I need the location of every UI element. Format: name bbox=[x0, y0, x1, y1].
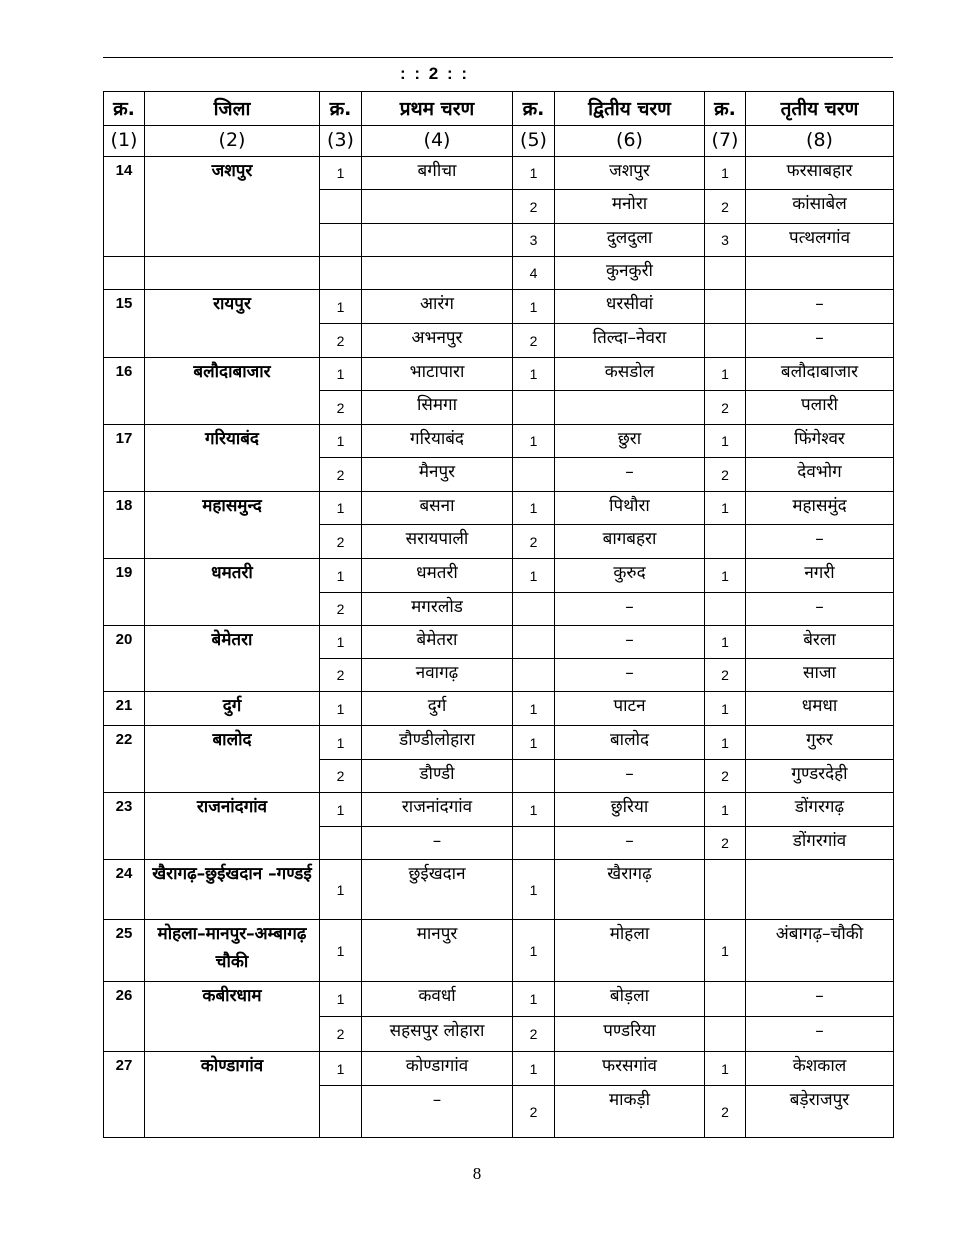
serial-number bbox=[705, 860, 746, 920]
phase-block-name: गरियाबंद bbox=[362, 425, 513, 458]
table-row bbox=[104, 492, 894, 525]
serial-number: 1 bbox=[320, 157, 362, 190]
serial-number: 4 bbox=[513, 257, 555, 290]
serial-number: 1 bbox=[705, 692, 746, 726]
serial-number bbox=[705, 1017, 746, 1052]
phase-block-name: डौण्डीलोहारा bbox=[362, 726, 513, 760]
phase-block-name: डोंगरगांव bbox=[746, 827, 894, 860]
serial-number: 1 bbox=[513, 425, 555, 458]
phase-block-name: छुरिया bbox=[555, 793, 705, 827]
serial-number: 2 bbox=[320, 458, 362, 492]
phase-block-name: – bbox=[746, 525, 894, 559]
phase-block-name: – bbox=[362, 1086, 513, 1138]
serial-number: 2 bbox=[320, 391, 362, 425]
serial-number: 1 bbox=[705, 559, 746, 593]
district-name: बलौदाबाजार bbox=[145, 358, 320, 425]
serial-number bbox=[513, 626, 555, 659]
serial-number: 1 bbox=[513, 920, 555, 982]
district-name: बेमेतरा bbox=[145, 626, 320, 692]
table-row bbox=[104, 726, 894, 760]
phase-block-name: पत्थलगांव bbox=[746, 224, 894, 257]
table-row bbox=[104, 626, 894, 659]
phase-block-name bbox=[362, 224, 513, 257]
phase-block-name bbox=[362, 257, 513, 290]
top-rule bbox=[103, 57, 893, 58]
table-row bbox=[104, 157, 894, 190]
phase-block-name: कांसाबेल bbox=[746, 190, 894, 224]
serial-number: 1 bbox=[320, 559, 362, 593]
serial-number: 1 bbox=[705, 1052, 746, 1086]
serial-number bbox=[705, 257, 746, 290]
page-number: 8 bbox=[472, 1164, 482, 1183]
serial-number: 2 bbox=[513, 525, 555, 559]
phase-block-name: फिंगेश्वर bbox=[746, 425, 894, 458]
col-header: क्र. bbox=[320, 92, 362, 126]
serial-number: 2 bbox=[320, 659, 362, 692]
column-number: (4) bbox=[362, 126, 513, 157]
phase-block-name: – bbox=[555, 659, 705, 692]
phase-block-name: बेमेतरा bbox=[362, 626, 513, 659]
serial-number: 1 bbox=[320, 982, 362, 1017]
serial-number: 1 bbox=[513, 793, 555, 827]
phase-block-name: – bbox=[746, 1017, 894, 1052]
column-number: (3) bbox=[320, 126, 362, 157]
table-row bbox=[104, 559, 894, 593]
serial-number: 1 bbox=[320, 358, 362, 391]
district-name: कबीरधाम bbox=[145, 982, 320, 1052]
phase-block-name: – bbox=[555, 827, 705, 860]
serial-number: 2 bbox=[513, 1086, 555, 1138]
col-header: द्वितीय चरण bbox=[555, 92, 705, 126]
phase-block-name: केशकाल bbox=[746, 1052, 894, 1086]
phase-block-name: अंबागढ़–चौकी bbox=[746, 920, 894, 982]
district-name bbox=[145, 257, 320, 290]
phase-block-name: कोण्डागांव bbox=[362, 1052, 513, 1086]
district-number bbox=[104, 257, 145, 290]
district-name: बालोद bbox=[145, 726, 320, 793]
phase-block-name: – bbox=[555, 458, 705, 492]
phase-block-name: धरसीवां bbox=[555, 290, 705, 324]
phase-block-name: बेरला bbox=[746, 626, 894, 659]
phase-block-name: – bbox=[555, 626, 705, 659]
column-number: (5) bbox=[513, 126, 555, 157]
serial-number: 1 bbox=[320, 793, 362, 827]
district-name: गरियाबंद bbox=[145, 425, 320, 492]
phase-block-name: धमतरी bbox=[362, 559, 513, 593]
phase-block-name: पण्डरिया bbox=[555, 1017, 705, 1052]
phase-block-name: खैरागढ़ bbox=[555, 860, 705, 920]
serial-number bbox=[705, 525, 746, 559]
serial-number: 1 bbox=[513, 860, 555, 920]
serial-number: 2 bbox=[513, 324, 555, 358]
phase-block-name: मैनपुर bbox=[362, 458, 513, 492]
table-row bbox=[104, 793, 894, 827]
serial-number: 2 bbox=[513, 1017, 555, 1052]
col-header: तृतीय चरण bbox=[746, 92, 894, 126]
phase-block-name: बोड़ला bbox=[555, 982, 705, 1017]
serial-number bbox=[513, 659, 555, 692]
column-number-row bbox=[104, 126, 894, 157]
serial-number bbox=[705, 982, 746, 1017]
serial-number: 1 bbox=[513, 692, 555, 726]
phase-block-name: तिल्दा–नेवरा bbox=[555, 324, 705, 358]
serial-number bbox=[320, 257, 362, 290]
phase-block-name: बागबहरा bbox=[555, 525, 705, 559]
table-row bbox=[104, 692, 894, 726]
serial-number: 2 bbox=[705, 391, 746, 425]
serial-number: 3 bbox=[513, 224, 555, 257]
phase-block-name: मगरलोड bbox=[362, 593, 513, 626]
serial-number: 1 bbox=[320, 726, 362, 760]
column-number: (7) bbox=[705, 126, 746, 157]
serial-number: 1 bbox=[513, 157, 555, 190]
district-name: जशपुर bbox=[145, 157, 320, 257]
district-number: 25 bbox=[104, 920, 145, 982]
serial-number bbox=[513, 391, 555, 425]
serial-number bbox=[513, 827, 555, 860]
phase-block-name bbox=[746, 860, 894, 920]
district-number: 17 bbox=[104, 425, 145, 492]
phase-block-name: साजा bbox=[746, 659, 894, 692]
phase-block-name: फरसगांव bbox=[555, 1052, 705, 1086]
table-row bbox=[104, 290, 894, 324]
serial-number: 2 bbox=[705, 760, 746, 793]
phase-block-name: बगीचा bbox=[362, 157, 513, 190]
phase-block-name bbox=[362, 190, 513, 224]
phase-block-name: – bbox=[555, 593, 705, 626]
district-name: कोण्डागांव bbox=[145, 1052, 320, 1138]
table-row bbox=[104, 920, 894, 982]
serial-number: 1 bbox=[705, 726, 746, 760]
phase-block-name: माकड़ी bbox=[555, 1086, 705, 1138]
serial-number: 1 bbox=[705, 358, 746, 391]
serial-number: 1 bbox=[705, 425, 746, 458]
serial-number: 1 bbox=[513, 559, 555, 593]
phase-block-name: कुरुद bbox=[555, 559, 705, 593]
district-name: राजनांदगांव bbox=[145, 793, 320, 860]
col-header: क्र. bbox=[104, 92, 145, 126]
serial-number: 1 bbox=[320, 492, 362, 525]
serial-number: 2 bbox=[705, 458, 746, 492]
district-name: मोहला–मानपुर–अम्बागढ़ चौकी bbox=[145, 920, 320, 982]
phase-block-name: डोंगरगढ़ bbox=[746, 793, 894, 827]
serial-number: 1 bbox=[320, 290, 362, 324]
table-row bbox=[104, 860, 894, 920]
phase-block-name: बड़ेराजपुर bbox=[746, 1086, 894, 1138]
phase-block-name: नवागढ़ bbox=[362, 659, 513, 692]
serial-number: 2 bbox=[320, 324, 362, 358]
serial-number: 1 bbox=[320, 692, 362, 726]
serial-number: 2 bbox=[320, 525, 362, 559]
district-phase-table bbox=[103, 91, 894, 1138]
serial-number: 1 bbox=[320, 425, 362, 458]
phase-block-name: पलारी bbox=[746, 391, 894, 425]
phase-block-name: बसना bbox=[362, 492, 513, 525]
serial-number bbox=[513, 458, 555, 492]
serial-number: 1 bbox=[705, 626, 746, 659]
phase-block-name: पाटन bbox=[555, 692, 705, 726]
serial-number: 1 bbox=[705, 920, 746, 982]
page-marker: : : 2 : : bbox=[400, 64, 469, 83]
phase-block-name: गुण्डरदेही bbox=[746, 760, 894, 793]
header-row bbox=[104, 92, 894, 126]
serial-number: 2 bbox=[705, 1086, 746, 1138]
phase-block-name: सरायपाली bbox=[362, 525, 513, 559]
serial-number: 2 bbox=[705, 190, 746, 224]
col-header: जिला bbox=[145, 92, 320, 126]
district-number: 20 bbox=[104, 626, 145, 692]
serial-number: 2 bbox=[320, 593, 362, 626]
phase-block-name: छुईखदान bbox=[362, 860, 513, 920]
district-name: दुर्ग bbox=[145, 692, 320, 726]
phase-block-name: छुरा bbox=[555, 425, 705, 458]
table-body bbox=[104, 157, 894, 1138]
phase-block-name: – bbox=[555, 760, 705, 793]
column-number: (1) bbox=[104, 126, 145, 157]
phase-block-name: भाटापारा bbox=[362, 358, 513, 391]
district-number: 14 bbox=[104, 157, 145, 257]
serial-number: 1 bbox=[705, 793, 746, 827]
district-name: धमतरी bbox=[145, 559, 320, 626]
district-number: 21 bbox=[104, 692, 145, 726]
serial-number: 3 bbox=[705, 224, 746, 257]
phase-block-name: धमधा bbox=[746, 692, 894, 726]
table-row bbox=[104, 425, 894, 458]
phase-block-name: फरसाबहार bbox=[746, 157, 894, 190]
phase-block-name: नगरी bbox=[746, 559, 894, 593]
serial-number bbox=[513, 593, 555, 626]
phase-block-name: – bbox=[746, 290, 894, 324]
phase-block-name: – bbox=[746, 982, 894, 1017]
serial-number: 1 bbox=[320, 1052, 362, 1086]
district-number: 19 bbox=[104, 559, 145, 626]
phase-block-name: बलौदाबाजार bbox=[746, 358, 894, 391]
col-header: क्र. bbox=[705, 92, 746, 126]
serial-number bbox=[320, 190, 362, 224]
district-number: 18 bbox=[104, 492, 145, 559]
serial-number: 1 bbox=[513, 1052, 555, 1086]
phase-block-name: डौण्डी bbox=[362, 760, 513, 793]
phase-block-name: आरंग bbox=[362, 290, 513, 324]
phase-block-name: जशपुर bbox=[555, 157, 705, 190]
serial-number bbox=[320, 224, 362, 257]
district-number: 16 bbox=[104, 358, 145, 425]
serial-number: 1 bbox=[513, 358, 555, 391]
phase-block-name: दुर्ग bbox=[362, 692, 513, 726]
phase-block-name: सिमगा bbox=[362, 391, 513, 425]
phase-block-name bbox=[555, 391, 705, 425]
serial-number: 1 bbox=[320, 920, 362, 982]
serial-number bbox=[705, 290, 746, 324]
phase-block-name: सहसपुर लोहारा bbox=[362, 1017, 513, 1052]
column-number: (6) bbox=[555, 126, 705, 157]
col-header: प्रथम चरण bbox=[362, 92, 513, 126]
phase-block-name: महासमुंद bbox=[746, 492, 894, 525]
serial-number: 2 bbox=[320, 760, 362, 793]
phase-block-name: – bbox=[362, 827, 513, 860]
district-number: 24 bbox=[104, 860, 145, 920]
phase-block-name: मानपुर bbox=[362, 920, 513, 982]
col-header: क्र. bbox=[513, 92, 555, 126]
serial-number bbox=[705, 593, 746, 626]
phase-block-name: अभनपुर bbox=[362, 324, 513, 358]
serial-number: 2 bbox=[513, 190, 555, 224]
serial-number: 1 bbox=[513, 492, 555, 525]
district-number: 23 bbox=[104, 793, 145, 860]
serial-number: 1 bbox=[320, 860, 362, 920]
phase-block-name: मनोरा bbox=[555, 190, 705, 224]
serial-number: 1 bbox=[320, 626, 362, 659]
serial-number: 2 bbox=[705, 827, 746, 860]
phase-block-name: कसडोल bbox=[555, 358, 705, 391]
district-number: 27 bbox=[104, 1052, 145, 1138]
serial-number: 1 bbox=[513, 982, 555, 1017]
serial-number bbox=[705, 324, 746, 358]
district-number: 26 bbox=[104, 982, 145, 1052]
phase-block-name: पिथौरा bbox=[555, 492, 705, 525]
phase-block-name: दुलदुला bbox=[555, 224, 705, 257]
serial-number bbox=[320, 1086, 362, 1138]
serial-number: 2 bbox=[320, 1017, 362, 1052]
phase-block-name: देवभोग bbox=[746, 458, 894, 492]
phase-block-name: – bbox=[746, 324, 894, 358]
serial-number: 1 bbox=[513, 726, 555, 760]
table-row bbox=[104, 1052, 894, 1086]
serial-number: 1 bbox=[705, 492, 746, 525]
phase-block-name: राजनांदगांव bbox=[362, 793, 513, 827]
phase-block-name bbox=[746, 257, 894, 290]
district-number: 22 bbox=[104, 726, 145, 793]
district-name: महासमुन्द bbox=[145, 492, 320, 559]
column-number: (8) bbox=[746, 126, 894, 157]
phase-block-name: – bbox=[746, 593, 894, 626]
table-row bbox=[104, 358, 894, 391]
serial-number: 2 bbox=[705, 659, 746, 692]
phase-block-name: कुनकुरी bbox=[555, 257, 705, 290]
phase-block-name: बालोद bbox=[555, 726, 705, 760]
table-row bbox=[104, 982, 894, 1017]
serial-number: 1 bbox=[513, 290, 555, 324]
district-name: खैरागढ़–छुईखदान –गण्डई bbox=[145, 860, 320, 920]
phase-block-name: मोहला bbox=[555, 920, 705, 982]
serial-number bbox=[513, 760, 555, 793]
serial-number: 1 bbox=[705, 157, 746, 190]
district-number: 15 bbox=[104, 290, 145, 358]
serial-number bbox=[320, 827, 362, 860]
column-number: (2) bbox=[145, 126, 320, 157]
table-row bbox=[104, 257, 894, 290]
phase-block-name: कवर्धा bbox=[362, 982, 513, 1017]
district-name: रायपुर bbox=[145, 290, 320, 358]
phase-block-name: गुरुर bbox=[746, 726, 894, 760]
